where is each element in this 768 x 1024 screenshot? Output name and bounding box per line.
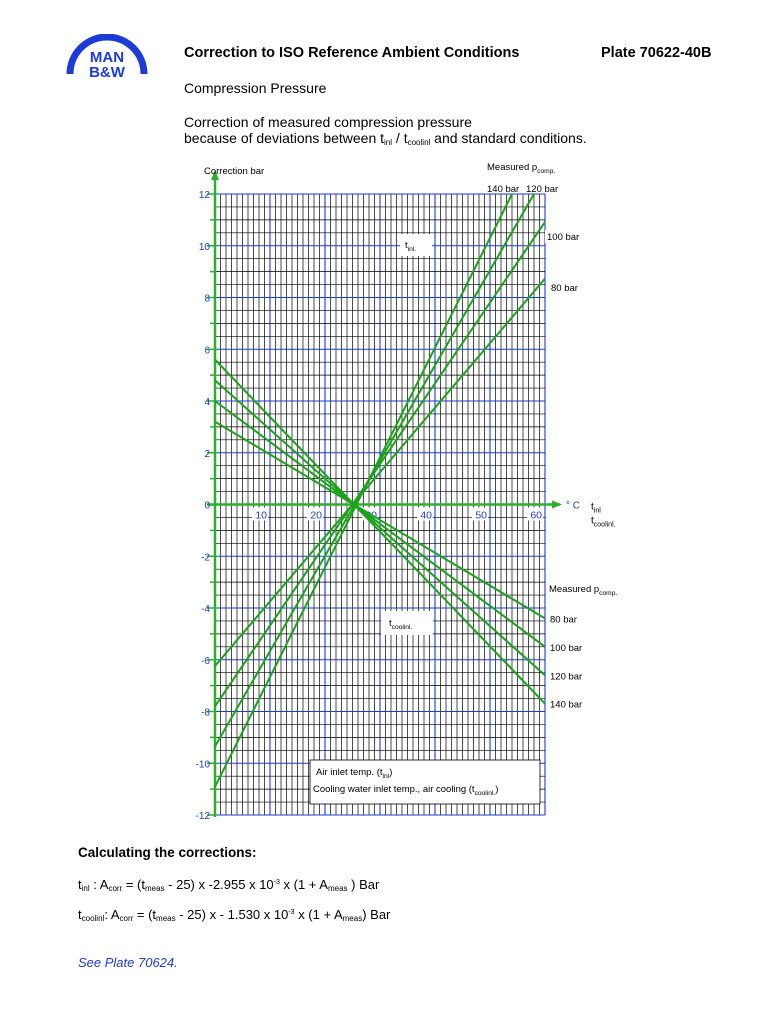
- y-tick-label: 8: [204, 293, 210, 305]
- plate-number: Plate 70622-40B: [601, 45, 712, 61]
- coolinl-legend-title: Measured $p_{comp.}$: [549, 584, 618, 597]
- coolinl-series-label: 140 bar: [550, 699, 583, 711]
- legend-line-1: Air inlet temp. $(t_{inl})$: [316, 767, 393, 780]
- x-tick-label: 10: [255, 509, 267, 522]
- x-axis-unit: ° C: [566, 500, 580, 512]
- description-line-1: Correction of measured compression pressure: [184, 114, 472, 130]
- x-axis-label-inl: $t_{inl}$: [591, 501, 601, 515]
- plate-title: Correction to ISO Reference Ambient Conditions: [184, 45, 520, 61]
- y-tick-label: 2: [204, 448, 210, 460]
- inl-series-label: 120 bar: [526, 184, 559, 195]
- inl-box-label: $t_{inl.}$: [405, 240, 417, 253]
- inl-series-label: 80 bar: [551, 283, 578, 294]
- inl-series-label: 140 bar: [487, 184, 520, 195]
- coolinl-series-label: 80 bar: [550, 614, 577, 626]
- y-tick-labels: [196, 190, 211, 822]
- logo-text-bw: B&W: [89, 64, 125, 80]
- inl-series-label: 100 bar: [547, 232, 580, 243]
- y-axis-label: Correction bar: [204, 166, 265, 177]
- coolinl-series-label: 120 bar: [550, 671, 583, 683]
- chart-axes: [207, 170, 562, 817]
- see-plate-link[interactable]: See Plate 70624.: [78, 955, 178, 970]
- x-tick-label: 60: [530, 509, 542, 522]
- inl-legend-title: Measured $p_{comp.}$: [487, 162, 556, 175]
- chart-labels: [204, 162, 617, 804]
- x-tick-label: 40: [420, 509, 432, 522]
- x-tick-label: 20: [310, 509, 322, 522]
- x-tick-label: 50: [475, 509, 487, 522]
- x-axis-label-coolinl: $t_{coolinl.}$: [591, 515, 616, 529]
- formula-coolinl: $t_{coolinl}$: $A_{corr} = (t_{meas} - 25)$ x - 1.530 x $10^{-3}$ x $(1 + A_{meas})$ Bar: [78, 907, 391, 923]
- y-tick-label: -2: [201, 552, 210, 564]
- x-tick-labels: [252, 508, 543, 522]
- coolinl-series-label: 100 bar: [550, 642, 583, 654]
- page-subtitle: Compression Pressure: [184, 80, 327, 96]
- y-tick-label: -8: [201, 707, 210, 719]
- y-tick-label: 4: [204, 397, 210, 408]
- y-tick-label: 0: [204, 500, 210, 512]
- x-axis-arrow: [552, 501, 562, 509]
- y-tick-label: 6: [204, 345, 210, 357]
- y-tick-label: -12: [195, 811, 210, 822]
- y-tick-label: 10: [198, 241, 210, 253]
- x-tick-label: 30: [365, 509, 377, 522]
- description-line-2: because of deviations between $t_{inl} / t_{coolinl}$ and standard conditions.: [184, 130, 587, 147]
- y-tick-label: -4: [201, 604, 210, 615]
- y-tick-label: 12: [198, 190, 210, 201]
- logo-text-man: MAN: [89, 49, 125, 66]
- legend-line-2: Cooling water inlet temp., air cooling $(t_{coolinl.})$: [313, 784, 499, 797]
- y-tick-label: -10: [195, 759, 210, 771]
- calculations-title: Calculating the corrections:: [78, 845, 257, 860]
- y-tick-label: -6: [201, 655, 210, 667]
- coolinl-box-label: $t_{coolinl.}$: [389, 618, 413, 631]
- formula-inl: $t_{inl}$ : $A_{corr} = (t_{meas} - 25)$ x -2.955 x $10^{-3}$ x ($1 + A_{meas}$ ) Bar: [78, 877, 380, 893]
